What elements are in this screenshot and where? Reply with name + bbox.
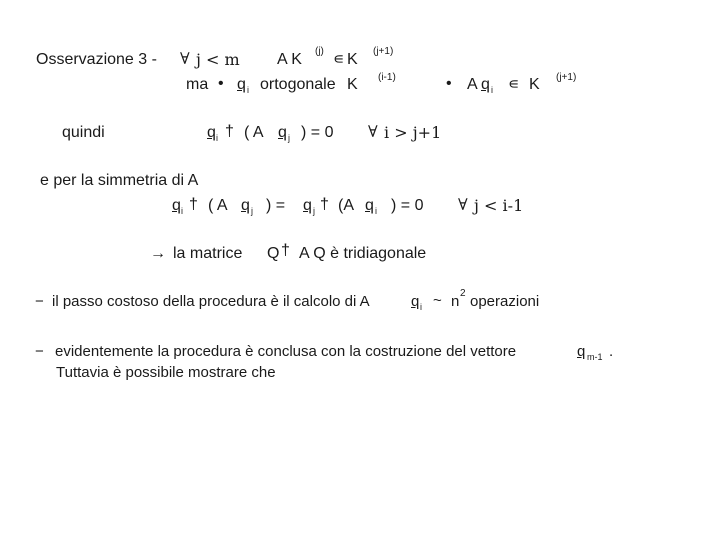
q-subscript: j	[251, 206, 253, 216]
arrow-icon: →	[150, 245, 166, 262]
observation-label: Osservazione 3 -	[36, 51, 157, 68]
bullet-dash: −	[35, 343, 44, 360]
forall-symbol: ∀	[368, 122, 378, 141]
forall-symbol: ∀	[458, 195, 468, 214]
condition-j-lt-i1: j < i-1	[474, 196, 524, 215]
ortogonale-text: ortogonale	[260, 76, 336, 93]
a-matrix: A	[467, 76, 478, 93]
dagger-symbol: †	[225, 123, 234, 140]
q-subscript: i	[375, 206, 377, 216]
condition-i-gt-j1: i > j+1	[384, 123, 442, 142]
q-vector: q	[241, 197, 250, 214]
result-text: la matrice	[173, 245, 243, 262]
cost-text: il passo costoso della procedura è il calcolo di A	[52, 293, 370, 310]
ma-text: ma	[186, 76, 209, 93]
n-symbol: n	[451, 293, 460, 310]
q-subscript: j	[313, 206, 315, 216]
quindi-label: quindi	[62, 124, 105, 141]
element-of-symbol: ∊	[508, 76, 520, 93]
conclusion-line-2: Tuttavia è possibile mostrare che	[56, 364, 276, 381]
open-paren-a: (A	[338, 197, 354, 214]
q-vector: q	[365, 197, 374, 214]
bullet: •	[446, 75, 452, 92]
q-subscript: i	[420, 302, 422, 312]
operations-text: operazioni	[470, 293, 540, 310]
equals-zero: ) = 0	[301, 124, 334, 141]
forall-symbol: ∀	[180, 49, 190, 68]
q-subscript: i	[491, 85, 493, 95]
q-vector: q	[303, 197, 312, 214]
q-vector: q	[237, 76, 246, 93]
tilde-symbol: ~	[433, 292, 442, 309]
q-subscript: j	[288, 133, 290, 143]
n-superscript: 2	[460, 288, 466, 299]
period: .	[609, 343, 614, 360]
dagger-symbol: †	[189, 196, 198, 213]
q-vector: q	[278, 124, 287, 141]
dagger-symbol: †	[281, 242, 290, 259]
q-subscript: i	[247, 85, 249, 95]
a-k: A K	[277, 51, 302, 68]
q-vector: q	[577, 343, 586, 360]
q-subscript: i	[181, 206, 183, 216]
q-vector: q	[481, 76, 490, 93]
symmetry-text: e per la simmetria di A	[40, 172, 199, 189]
element-of-symbol: ∊	[333, 51, 345, 68]
q-vector: q	[411, 293, 420, 310]
k-superscript: (j+1)	[556, 72, 577, 83]
k-superscript: (i-1)	[378, 72, 396, 83]
equals-zero: ) = 0	[391, 197, 424, 214]
q-vector: q	[172, 197, 181, 214]
dagger-symbol: †	[320, 196, 329, 213]
open-paren-a: ( A	[208, 197, 228, 214]
q-matrix: Q	[267, 245, 280, 262]
q-vector: q	[207, 124, 216, 141]
k-symbol: K	[347, 51, 358, 68]
condition-j-lt-m: j < m	[196, 50, 240, 69]
open-paren-a: ( A	[244, 124, 264, 141]
k-symbol: K	[529, 76, 540, 93]
result-rest: A Q è tridiagonale	[299, 245, 427, 262]
k-superscript: (j+1)	[373, 46, 394, 57]
conclusion-line-1: evidentemente la procedura è conclusa con la costruzione del vettore	[55, 343, 517, 360]
q-subscript: i	[216, 133, 218, 143]
k-symbol: K	[347, 76, 358, 93]
bullet-dash: −	[35, 293, 44, 310]
k-superscript: (j)	[315, 46, 324, 57]
close-paren-equals: ) =	[266, 197, 286, 214]
q-subscript: m-1	[587, 352, 603, 362]
bullet: •	[218, 75, 224, 92]
